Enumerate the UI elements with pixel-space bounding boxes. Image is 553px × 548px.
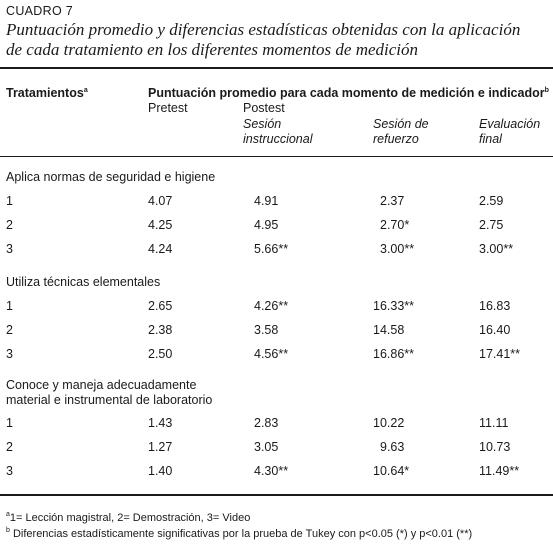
cell-treatment: 2 [6, 440, 13, 454]
bottom-rule [0, 494, 553, 496]
column-header-sesion-refuerzo: Sesión de refuerzo [373, 117, 429, 146]
title-line: Puntuación promedio y diferencias estadísticas obtenidas con la aplicación [6, 20, 521, 39]
cell-pretest: 1.27 [148, 440, 173, 454]
cell-evaluacion-final: 11.11 [479, 416, 509, 430]
footnote: $^a$1= Lección magistral, 2= Demostración, 3= Video [6, 511, 251, 524]
cell-pretest: 2.65 [148, 299, 173, 313]
cell-evaluacion-final: 16.83 [479, 299, 511, 313]
table-title [6, 20, 546, 60]
cell-evaluacion-final: 17.41** [479, 347, 521, 361]
cell-pretest: 1.40 [148, 464, 173, 478]
footnote: $^b$ Diferencias estadísticamente significativas por la prueba de Tukey con p<0.05 (*) y p<0.01 (**) [6, 527, 473, 540]
cell-treatment: 1 [6, 299, 13, 313]
header-rule [0, 156, 553, 157]
cell-sesion-refuerzo: 2.70* [380, 218, 410, 232]
cell-treatment: 1 [6, 416, 13, 430]
section-heading: Conoce y maneja adecuadamente material e instrumental de laboratorio [6, 378, 213, 407]
cell-sesion-refuerzo: 16.33** [373, 299, 415, 313]
cell-treatment: 3 [6, 464, 13, 478]
cell-treatment: 3 [6, 347, 13, 361]
cell-pretest: 4.25 [148, 218, 173, 232]
cell-treatment: 3 [6, 242, 13, 256]
cell-evaluacion-final: 16.40 [479, 323, 511, 337]
column-header-sesion-instruccional: Sesión instruccional [243, 117, 313, 146]
cell-sesion-instruccional: 4.95 [254, 218, 279, 232]
cell-pretest: 1.43 [148, 416, 173, 430]
section-heading: Aplica normas de seguridad e higiene [6, 170, 216, 184]
cell-sesion-refuerzo: 16.86** [373, 347, 415, 361]
cell-evaluacion-final: 2.59 [479, 194, 504, 208]
title-line: de cada tratamiento en los diferentes momentos de medición [6, 40, 419, 59]
cell-sesion-refuerzo: 10.22 [373, 416, 405, 430]
cell-sesion-instruccional: 4.56** [254, 347, 289, 361]
cell-treatment: 2 [6, 323, 13, 337]
table-label: CUADRO 7 [6, 4, 73, 18]
column-group-header: Puntuación promedio para cada momento de medición e indicador$^b$ [148, 86, 549, 100]
column-header-postest: Postest [243, 101, 285, 115]
cell-sesion-instruccional: 5.66** [254, 242, 289, 256]
cell-evaluacion-final: 11.49** [479, 464, 520, 478]
cell-sesion-refuerzo: 9.63 [380, 440, 405, 454]
cell-treatment: 1 [6, 194, 13, 208]
cell-pretest: 2.38 [148, 323, 173, 337]
cell-sesion-instruccional: 3.58 [254, 323, 279, 337]
cell-evaluacion-final: 2.75 [479, 218, 504, 232]
cell-treatment: 2 [6, 218, 13, 232]
column-header-evaluacion-final: Evaluación final [479, 117, 541, 146]
cell-sesion-instruccional: 2.83 [254, 416, 279, 430]
column-header-treatments: Tratamientos$^a$ [6, 86, 88, 100]
cell-sesion-instruccional: 4.26** [254, 299, 289, 313]
cell-pretest: 2.50 [148, 347, 173, 361]
section-heading: Utiliza técnicas elementales [6, 275, 161, 289]
cell-sesion-instruccional: 3.05 [254, 440, 279, 454]
cell-sesion-refuerzo: 14.58 [373, 323, 405, 337]
cell-pretest: 4.07 [148, 194, 173, 208]
cell-sesion-refuerzo: 10.64* [373, 464, 410, 478]
cell-pretest: 4.24 [148, 242, 173, 256]
cell-evaluacion-final: 3.00** [479, 242, 514, 256]
top-rule [0, 67, 553, 69]
cell-sesion-instruccional: 4.30** [254, 464, 289, 478]
cell-sesion-refuerzo: 2.37 [380, 194, 405, 208]
cell-sesion-instruccional: 4.91 [254, 194, 279, 208]
column-header-pretest: Pretest [148, 101, 188, 115]
cell-sesion-refuerzo: 3.00** [380, 242, 415, 256]
cell-evaluacion-final: 10.73 [479, 440, 511, 454]
